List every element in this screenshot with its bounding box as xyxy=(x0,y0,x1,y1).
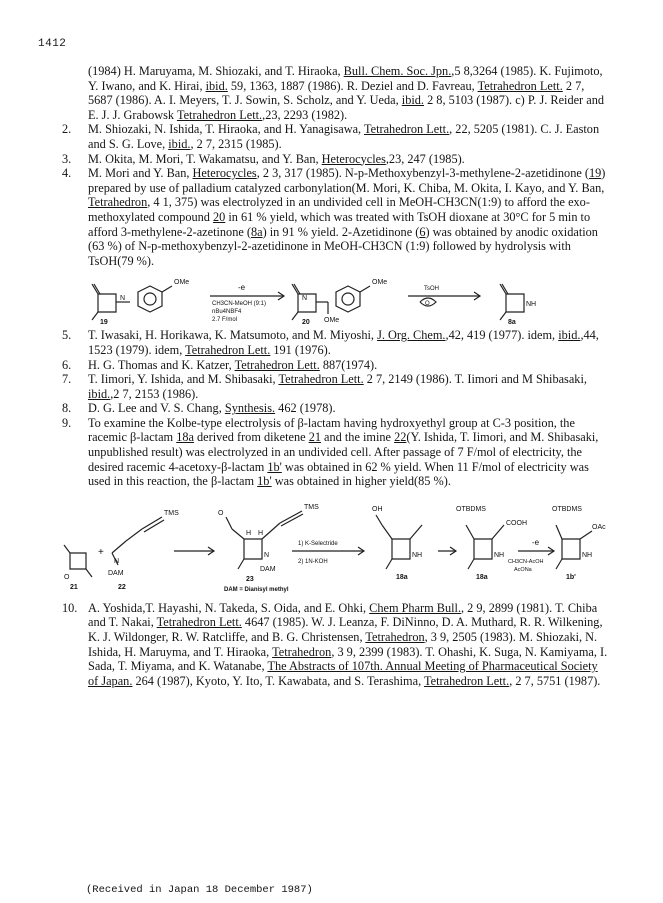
reference-list xyxy=(62,64,610,688)
reaction-scheme-1 xyxy=(88,272,610,324)
hydrogen-atom: H xyxy=(246,529,252,537)
methoxy-label: OMe xyxy=(372,279,388,287)
compound-label-18a: 18a xyxy=(396,573,408,581)
reference-number: 5. xyxy=(62,328,72,343)
compound-number: 1b' xyxy=(267,459,282,474)
text: H. G. Thomas and K. Katzer, xyxy=(88,357,235,372)
journal: ibid. xyxy=(558,328,581,343)
journal: Tetrahedron xyxy=(365,630,425,645)
n-atom: N xyxy=(302,295,308,303)
reference-2 xyxy=(62,122,610,151)
text: , 3 9, 2505 (1983). M. Shiozaki, N. Ishida, H. Maruyma, and T. Hiraoka, xyxy=(88,630,598,659)
text: 4647 (1985). W. J. Leanza, F. DiNinno, D. A. Muthard, R. R. Wilkening, K. J. Wildonger, R. W. Ratcliffe, and B. G. Christensen, xyxy=(88,615,603,645)
text: , 2 7, 2315 (1985). xyxy=(190,136,282,151)
text: , 2 7, 5751 (1987). xyxy=(509,673,601,688)
electrolysis-label: -e xyxy=(532,537,540,547)
reference-9 xyxy=(62,416,610,489)
text: derived from diketene xyxy=(193,430,309,445)
n-atom: N xyxy=(264,551,270,559)
nh-atom: NH xyxy=(494,551,505,559)
text: , 4 1, 375) was electrolyzed in an undivided cell in MeOH-CH3CN(1:9) to afford the exo-methoxylated compound xyxy=(88,195,590,224)
text: ) was obtained by anodic oxidation (63 %) of N-p-methoxybenzyl-2-azetidinone in MeOH-CH3CN (1:9) followed by hydrolysis with TsOH(79 %). xyxy=(88,224,598,268)
n-atom: N xyxy=(120,295,126,303)
silyl-ether-label: OTBDMS xyxy=(456,505,486,513)
text: and the imine xyxy=(320,430,395,445)
text: ,44, 1523 (1979). idem, xyxy=(88,328,599,357)
reference-3 xyxy=(62,152,610,167)
journal: ibid. xyxy=(401,93,424,108)
text: To examine the Kolbe-type electrolysis of β-lactam having hydroxyethyl group at C-3 position, the racemic β-lactam xyxy=(88,415,575,445)
nh-atom: NH xyxy=(412,551,423,559)
carboxyl-label: COOH xyxy=(506,519,527,527)
journal: Tetrahedron xyxy=(272,644,332,659)
compound-label-21: 21 xyxy=(70,583,78,591)
compound-number: 6 xyxy=(419,224,426,239)
step-1-reagent: 1) K-Selectride xyxy=(298,540,338,547)
text: D. G. Lee and V. S. Chang, xyxy=(88,401,225,416)
journal: Heterocycles xyxy=(192,166,257,181)
journal: Tetrahedron Lett. xyxy=(176,107,263,122)
condition-electrolyte: nBu4NBF4 xyxy=(212,309,242,316)
scheme-2-graphic xyxy=(62,495,610,593)
journal: The Abstracts of 107th. Annual Meeting of Pharmaceutical Society of Japan. xyxy=(88,659,598,688)
reference-5 xyxy=(62,328,610,357)
reference-number: 7. xyxy=(62,372,72,387)
journal: ibid. xyxy=(205,78,228,93)
reference-number: 9. xyxy=(62,415,72,430)
condition-base: AcONa xyxy=(514,566,532,573)
reference-number: 8. xyxy=(62,401,72,416)
text: ,23, 2293 (1982). xyxy=(262,107,348,122)
reference-10 xyxy=(62,601,610,689)
journal: Heterocycles xyxy=(321,151,386,166)
text: ,2 7, 2153 (1986). xyxy=(110,386,199,401)
text: in 61 % yield, which was treated with TsOH dioxane at 30°C for 5 min to afford 3-methylene-2-azetinone ( xyxy=(88,209,591,239)
text: ) prepared by use of palladium catalyzed carbonylation(M. Mori, K. Chiba, M. Okita, I. Kayo, and Y. Ban, xyxy=(88,166,606,195)
methoxy-label: OMe xyxy=(324,317,340,325)
text: M. Okita, M. Mori, T. Wakamatsu, and Y. Ban, xyxy=(88,151,322,166)
reference-number: 6. xyxy=(62,357,72,372)
text: , 3 9, 2399 (1983). T. Ohashi, K. Suga, N. Kamiyama, I. Sada, T. Miyama, and K. Watanabe, xyxy=(88,644,608,674)
reference-1-continuation xyxy=(62,64,610,122)
tms-label: TMS xyxy=(304,503,319,511)
journal: Synthesis. xyxy=(224,401,276,416)
reference-number: 3. xyxy=(62,151,72,166)
text: 2 8, 5103 (1987). c) P. J. Reider and E. J. J. Grabowsk xyxy=(88,93,604,122)
text: 887(1974). xyxy=(319,357,378,372)
compound-label-18a: 18a xyxy=(476,573,488,581)
condition-charge: 2.7 F/mol xyxy=(212,317,238,324)
nh-atom: NH xyxy=(526,301,537,309)
text: was obtained in higher yield(85 %). xyxy=(271,474,451,489)
text: M. Shiozaki, N. Ishida, T. Hiraoka, and H. Yanagisawa, xyxy=(88,122,364,137)
reference-number: 4. xyxy=(62,166,72,181)
text: 59, 1363, 1887 (1986). R. Deziel and D. Favreau, xyxy=(227,78,478,93)
reference-7 xyxy=(62,372,610,401)
oxygen-atom: O xyxy=(218,509,224,517)
plus-sign: + xyxy=(98,546,104,558)
text: T. Iwasaki, H. Horikawa, K. Matsumoto, and M. Miyoshi, xyxy=(88,328,378,343)
journal: ibid. xyxy=(168,136,191,151)
compound-number: 20 xyxy=(213,209,226,224)
compound-label-19: 19 xyxy=(100,319,108,325)
text: , 2 3, 317 (1985). N-p-Methoxybenzyl-3-methylene-2-azetidinone ( xyxy=(256,166,589,181)
compound-number: 18a xyxy=(176,430,194,445)
text: (1984) H. Maruyama, M. Shiozaki, and T. Hiraoka, xyxy=(88,64,344,78)
journal: ibid. xyxy=(88,386,111,401)
text: was obtained in 62 % yield. When 11 F/mol of electricity was used in this reaction, the β-lactam xyxy=(88,459,589,489)
text: 264 (1987), Kyoto, Y. Ito, T. Kawabata, and S. Terashima, xyxy=(132,673,424,688)
compound-number: 8a xyxy=(250,224,263,239)
text: 2 7, 5687 (1986). A. I. Meyers, T. J. Sowin, S. Scholz, and Y. Ueda, xyxy=(88,78,585,108)
compound-number: 1b' xyxy=(257,474,272,489)
compound-label-22: 22 xyxy=(118,583,126,591)
hydroxyl-label: OH xyxy=(372,505,383,513)
text: (Y. Ishida, T. Iimori, and M. Shibasaki, unpublished result) was electrolyzed in an undivided cell. After passage of 7 F/mol of electricity, the desired racemic 4-acetoxy-β-lactam xyxy=(88,430,599,474)
text: , 22, 5205 (1981). C. J. Easton and S. G. Love, xyxy=(88,122,600,151)
journal: Tetrahedron Lett. xyxy=(477,78,563,93)
tms-label: TMS xyxy=(164,509,179,517)
dam-label: DAM xyxy=(108,569,124,577)
condition-solvent: CH3CN-MeOH (9:1) xyxy=(212,301,267,308)
journal: Tetrahedron Lett. xyxy=(156,615,242,630)
compound-label-23: 23 xyxy=(246,575,254,583)
reaction-scheme-2 xyxy=(62,495,610,593)
text: 191 (1976). xyxy=(270,342,331,357)
reagent-label: TsOH xyxy=(424,286,439,293)
text: 2 7, 2149 (1986). T. Iimori and M Shibasaki, xyxy=(363,372,587,387)
journal: Tetrahedron Lett. xyxy=(424,673,510,688)
step-2-reagent: 2) 1N-KOH xyxy=(298,558,328,565)
acetoxy-label: OAc xyxy=(592,523,606,531)
condition-solvent: CH3CN-AcOH xyxy=(508,558,544,565)
reference-number: 2. xyxy=(62,122,72,137)
nh-atom: NH xyxy=(582,551,593,559)
journal: Chem Pharm Bull. xyxy=(369,600,462,615)
journal: Tetrahedron Lett. xyxy=(363,122,450,137)
text: 462 (1978). xyxy=(275,401,336,416)
journal: Tetrahedron Lett. xyxy=(278,372,364,387)
text: ) in 91 % yield. 2-Azetidinone ( xyxy=(262,224,420,239)
journal: Tetrahedron xyxy=(88,195,148,210)
journal: Tetrahedron Lett. xyxy=(234,357,320,372)
reference-8 xyxy=(62,401,610,416)
text: T. Iimori, Y. Ishida, and M. Shibasaki, xyxy=(88,372,279,387)
text: , 2 9, 2899 (1981). T. Chiba and T. Nakai, xyxy=(88,600,598,630)
reference-4 xyxy=(62,166,610,268)
text: M. Mori and Y. Ban, xyxy=(88,166,193,181)
compound-number: 19 xyxy=(588,166,602,181)
text: A. Yoshida,T. Hayashi, N. Takeda, S. Oida, and E. Ohki, xyxy=(88,600,370,615)
dam-definition: DAM = Dianisyl methyl xyxy=(224,586,289,593)
compound-number: 22 xyxy=(394,430,407,445)
text: ,23, 247 (1985). xyxy=(385,151,465,166)
dam-label: DAM xyxy=(260,565,276,573)
journal: J. Org. Chem. xyxy=(377,328,446,343)
journal: Bull. Chem. Soc. Jpn. xyxy=(343,64,452,78)
dioxane-oxygen: O xyxy=(425,301,430,308)
n-atom: N xyxy=(114,557,120,565)
reference-6 xyxy=(62,358,610,373)
reference-number: 10. xyxy=(62,600,78,615)
hydrogen-atom: H xyxy=(258,529,264,537)
compound-number: 21 xyxy=(308,430,321,445)
methoxy-label: OMe xyxy=(174,279,190,287)
arrow-label: -e xyxy=(238,283,246,293)
text: ,42, 419 (1977). idem, xyxy=(445,328,559,343)
compound-label-8a: 8a xyxy=(508,319,516,325)
silyl-ether-label: OTBDMS xyxy=(552,505,582,513)
oxygen-atom: O xyxy=(64,573,70,581)
received-date: (Received in Japan 18 December 1987) xyxy=(86,884,313,896)
journal: Tetrahedron Lett. xyxy=(185,342,271,357)
compound-label-1b: 1b' xyxy=(566,573,576,581)
compound-label-20: 20 xyxy=(302,319,310,325)
scheme-1-graphic xyxy=(88,272,588,324)
page-number: 1412 xyxy=(38,38,67,50)
text: ,5 8,3264 (1985). K. Fujimoto, Y. Iwano, and K. Hirai, xyxy=(88,64,603,93)
